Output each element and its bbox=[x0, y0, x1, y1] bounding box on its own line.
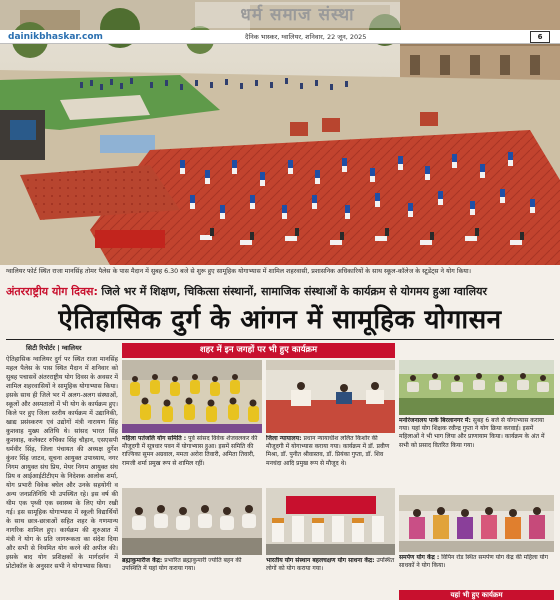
caption-text: पूर्व सांसद विवेक शेजवलकर की मौजूदगी में सूत्रधार पवन में योगाभ्यास हुआ। इसमें समिति की राज्यिका सुमन अग्रवाल, ममता अरोरा तिवारी, अमिता तिवारी, रामजी शर्मा प्रमुख रूप से शामिल रहीं। bbox=[122, 435, 258, 467]
main-headline: ऐतिहासिक दुर्ग के आंगन में सामूहिक योगासन bbox=[58, 305, 502, 335]
masthead-bar bbox=[0, 30, 560, 44]
headline-rule bbox=[6, 339, 554, 340]
caption-text: उपस्थित लोगों को योग कराया गया। bbox=[266, 557, 395, 573]
photo-yoga-sansthan bbox=[266, 488, 395, 555]
photo-birla-nagar-park bbox=[399, 360, 554, 415]
photo-samarpan-yoga bbox=[399, 495, 554, 552]
park-yoga-photo bbox=[399, 360, 554, 415]
right-events-column bbox=[399, 343, 554, 600]
court-yoga-photo bbox=[266, 360, 395, 433]
other-events-banner: शहर में इन जगहों पर भी हुए कार्यक्रम bbox=[122, 343, 395, 358]
caption-title: भारतीय योग संस्थान बहलचक्षण योग साधना केंद्र: bbox=[266, 557, 375, 564]
byline: सिटी रिपोर्टर | ग्वालियर bbox=[26, 344, 82, 352]
page-number: 6 bbox=[530, 31, 550, 43]
strap-line bbox=[6, 283, 554, 301]
caption-title: मनोरंजनालय पार्क बिरलानगर में: bbox=[399, 417, 471, 424]
article-body: ऐतिहासिक ग्वालियर दुर्ग पर स्थित राजा मानसिंह महल पैलेस के पास स्थित मैदान में शनिवार को सुबह पचासवें अंतरराष्ट्रीय योग दिवस के अवसर में शामिल शहरवासियों ने सामूहिक योगाभ्यास किया। इसके साथ ही जिले भर में अलग-अलग संस्थाओं, स्कूलों और अस्पतालों में भी योग के कार्यक्रम हुए। किले पर हुए जिला स्तरीय कार्यक्रम में उद्यानिकी, खाद्य प्रसंस्करण एवं उद्योगों मंत्री नारायण सिंह कुशवाह मुख्य अतिथि थे। सांसद भारत सिंह कुशवाह, कलेक्टर रुचिका सिंह चौहान, एसएसपी धर्मवीर सिंह, जिला पंचायत की अध्यक्ष दुर्गेश कुंवर सिंह जाटव, सूचना आयुक्त उपाध्याय, नगर निगम आयुक्त संघ प्रिय, मेयर निगम आयुक्त संघ प्रिय व आईआईटीटीएम के निदेशक आलोक शर्मा, योग प्रभारी विवेक बघेल और उनके सहयोगी व अन्य जनप्रतिनिधि भी उपस्थित रहे। इस वर्ष की थीम एक पृथ्वी एक स्वास्थ्य के लिए योग रखी गई। इस सामूहिक योगाभ्यास में स्कूली विद्यार्थियों के साथ छात्र-छात्राओं सहित शहर के गणमान्य नागरिक शामिल हुए। कार्यक्रम की शुरुआत में मंत्री ने योग के प्रति जागरूकता का संदेश दिया और सभी से नियमित योग करने की अपील की। इसके बाद योग प्रशिक्षकों के मार्गदर्शन में प्रोटोकॉल के अनुसार सभी ने योगाभ्यास किया। bbox=[6, 356, 118, 570]
hero-caption: ग्वालियर फोर्ट स्थित राजा मानसिंह तोमर पैलेस के पास मैदान में सुबह 6.30 बजे से शुरू हुए सामूहिक योगाभ्यास में शामिल शहरवासी, प्रशासनिक अधिकारियों के साथ स्कूल-कॉलेज के स्टूडेंट्स ने योग किया। bbox=[6, 268, 471, 275]
caption-brahmakumaris bbox=[122, 557, 262, 600]
more-events-banner: यहां भी हुए कार्यक्रम bbox=[399, 590, 554, 600]
other-events-section bbox=[122, 343, 395, 600]
caption-mahila-patanjali bbox=[122, 435, 262, 485]
caption-text: सुबह 6 बजे से योगाभ्यास कराया गया। यहां योग शिक्षक रवीन्द्र गुप्ता ने योग क्रिया करवाई। इसमें महिलाओं ने भी भाग लिया और प्राणायाम किया। कार्यक्रम के अंत में सभी को प्रसाद वितरित किया गया। bbox=[399, 417, 545, 449]
date-line: दैनिक भास्कर, ग्वालियर, शनिवार, 22 जून, 2025 bbox=[245, 33, 367, 41]
article-column bbox=[6, 343, 118, 600]
brahmakumaris-yoga-photo bbox=[122, 488, 262, 555]
caption-text: प्रभारित ब्रह्माकुमारी ज्योति बहन की उपस्थिति में यहां योग कराया गया। bbox=[122, 557, 242, 573]
women-yoga-photo bbox=[122, 360, 262, 433]
caption-title: ब्रह्माकुमारीज केंद्र: bbox=[122, 557, 163, 564]
caption-text: प्रधान न्यायाधीश ललित किशोर की मौजूदगी में योगाभ्यास कराया गया। कार्यक्रम में डॉ. प्रवीण मिश्रा, डॉ. पुनीत श्रीवास्तव, डॉ. प्रियंका गुप्ता, डॉ. शिव मनचंदा आदि प्रमुख रूप से मौजूद थे। bbox=[266, 435, 390, 467]
strap-text: जिले भर में शिक्षण, चिकित्सा संस्थानों, सामाजिक संस्थाओं के कार्यक्रम से योगमय हुआ ग्वालियर bbox=[101, 285, 487, 298]
samarpan-yoga-photo bbox=[399, 495, 554, 552]
masthead bbox=[0, 0, 560, 44]
caption-title: जिला न्यायालय: bbox=[266, 435, 302, 442]
caption-text: विपिन रोड स्थित समर्पण योग केंद्र की महिला योग साधकों ने योग किया। bbox=[399, 554, 548, 570]
strap-kicker: अंतरराष्ट्रीय योग दिवस: bbox=[6, 285, 98, 298]
section-title: धर्म समाज संस्था bbox=[195, 2, 400, 28]
caption-samarpan-yoga bbox=[399, 554, 554, 588]
site-name[interactable]: dainikbhaskar.com bbox=[8, 32, 103, 42]
caption-district-court bbox=[266, 435, 395, 485]
photo-brahmakumaris bbox=[122, 488, 262, 555]
caption-birla-nagar-park bbox=[399, 417, 554, 493]
caption-yoga-sansthan bbox=[266, 557, 395, 600]
photo-district-court bbox=[266, 360, 395, 433]
caption-title: समर्पण योग केंद्र : bbox=[399, 554, 440, 561]
caption-title: महिला पतंजलि योग समिति : bbox=[122, 435, 187, 442]
photo-mahila-patanjali bbox=[122, 360, 262, 433]
yoga-sansthan-photo bbox=[266, 488, 395, 555]
